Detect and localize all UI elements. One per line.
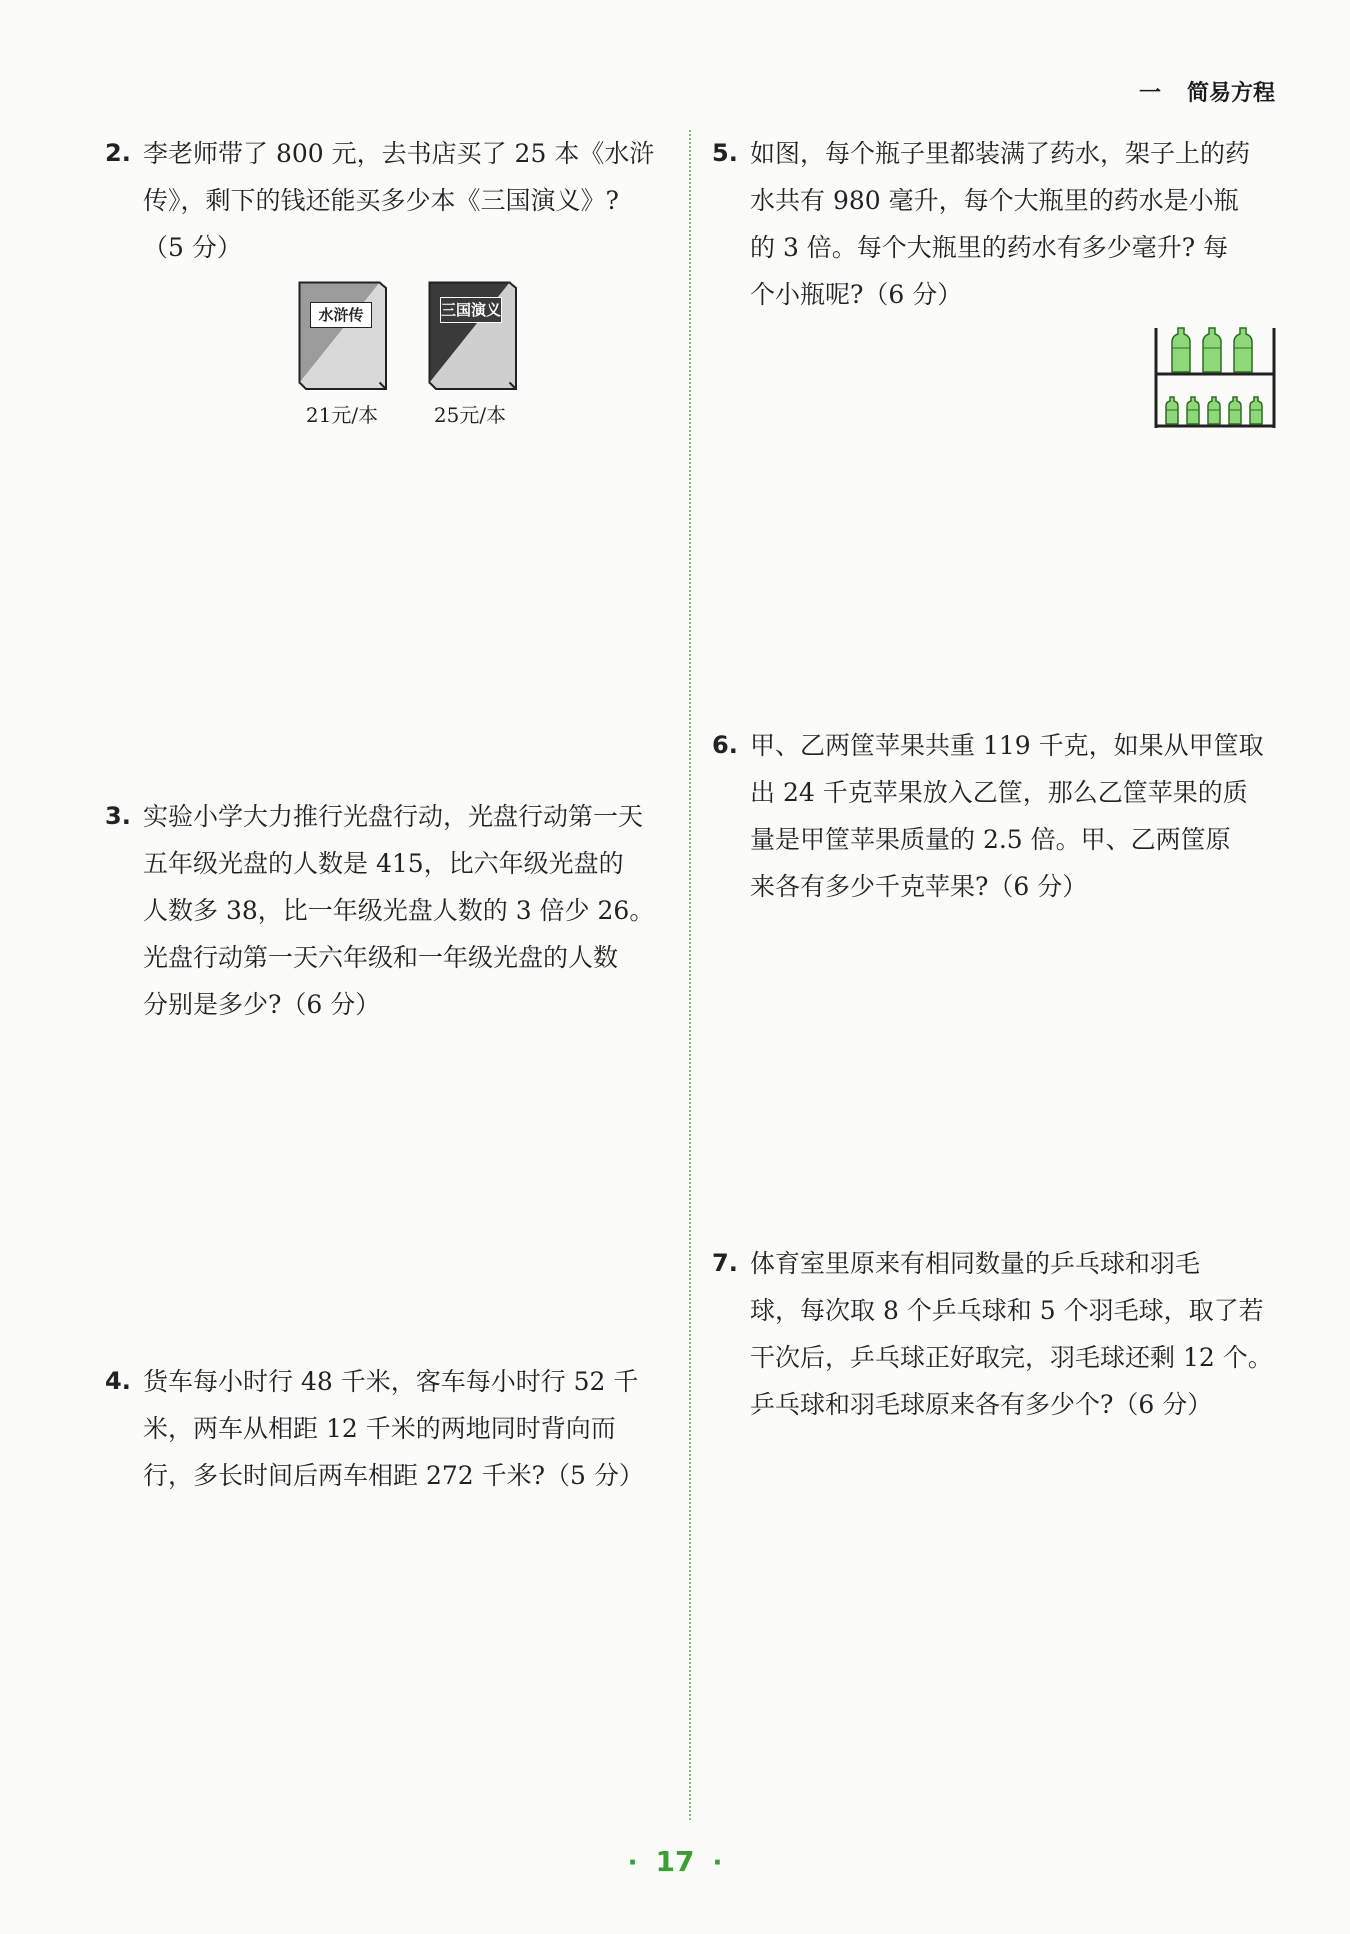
book-price: 21元/本 bbox=[305, 403, 379, 427]
problem-text-line: 五年级光盘的人数是 415，比六年级光盘的 bbox=[143, 849, 624, 878]
problem-text-line: 实验小学大力推行光盘行动，光盘行动第一天 bbox=[143, 802, 644, 831]
problem-text-line: 球，每次取 8 个乒乓球和 5 个羽毛球，取了若 bbox=[750, 1296, 1264, 1325]
problem-text-line: 甲、乙两筐苹果共重 119 千克，如果从甲筐取 bbox=[750, 731, 1264, 760]
column-divider bbox=[689, 130, 691, 1820]
chapter-title: 简易方程 bbox=[1186, 81, 1275, 106]
problem-number: 2. bbox=[105, 139, 131, 167]
header-dash: 一 bbox=[1138, 81, 1161, 106]
book-sanguo bbox=[428, 281, 516, 391]
problem-text-line: 来各有多少千克苹果?（6 分） bbox=[750, 872, 1088, 901]
problem-text-line: 货车每小时行 48 千米，客车每小时行 52 千 bbox=[143, 1367, 639, 1396]
problem-text-line: 的 3 倍。每个大瓶里的药水有多少毫升? 每 bbox=[750, 233, 1229, 262]
problem-text-line: 个小瓶呢?（6 分） bbox=[750, 280, 963, 309]
problem-number: 3. bbox=[105, 802, 131, 830]
problem-text-line: 体育室里原来有相同数量的乒乓球和羽毛 bbox=[750, 1249, 1201, 1278]
problem-text-line: 光盘行动第一天六年级和一年级光盘的人数 bbox=[143, 943, 619, 972]
problem-text-line: 分别是多少?（6 分） bbox=[143, 990, 381, 1019]
problem-text-line: 出 24 千克苹果放入乙筐，那么乙筐苹果的质 bbox=[750, 778, 1248, 807]
bottle-shelf-illustration bbox=[1153, 322, 1277, 434]
footer-dot: · bbox=[712, 1848, 723, 1878]
problem-text-line: 米，两车从相距 12 千米的两地同时背向而 bbox=[143, 1414, 616, 1443]
problem-text-line: 水共有 980 毫升，每个大瓶里的药水是小瓶 bbox=[750, 186, 1239, 215]
book-shuihu bbox=[298, 281, 386, 391]
problem-text-line: 人数多 38，比一年级光盘人数的 3 倍少 26。 bbox=[143, 896, 655, 925]
page-header bbox=[1139, 76, 1275, 107]
problem-number: 6. bbox=[712, 731, 738, 759]
problem-number: 5. bbox=[712, 139, 738, 167]
book-title: 三国演义 bbox=[440, 297, 502, 323]
problem-text-line: （5 分） bbox=[143, 233, 242, 262]
book-price: 25元/本 bbox=[433, 403, 507, 427]
problem-text-line: 乒乓球和羽毛球原来各有多少个?（6 分） bbox=[750, 1390, 1213, 1419]
problem-number: 4. bbox=[105, 1367, 131, 1395]
problem-text-line: 干次后，乒乓球正好取完，羽毛球还剩 12 个。 bbox=[750, 1343, 1273, 1372]
problem-text-line: 如图，每个瓶子里都装满了药水，架子上的药 bbox=[750, 139, 1251, 168]
footer-dot: · bbox=[627, 1848, 638, 1878]
page-number: 17 bbox=[655, 1845, 695, 1878]
problem-text-line: 传》，剩下的钱还能买多少本《三国演义》? bbox=[143, 186, 619, 215]
problem-text-line: 量是甲筐苹果质量的 2.5 倍。甲、乙两筐原 bbox=[750, 825, 1231, 854]
book-title: 水浒传 bbox=[310, 302, 372, 328]
problem-text-line: 行，多长时间后两车相距 272 千米?（5 分） bbox=[143, 1461, 644, 1490]
page-footer bbox=[0, 1845, 1350, 1878]
problem-text-line: 李老师带了 800 元，去书店买了 25 本《水浒 bbox=[143, 139, 655, 168]
problem-number: 7. bbox=[712, 1249, 738, 1277]
